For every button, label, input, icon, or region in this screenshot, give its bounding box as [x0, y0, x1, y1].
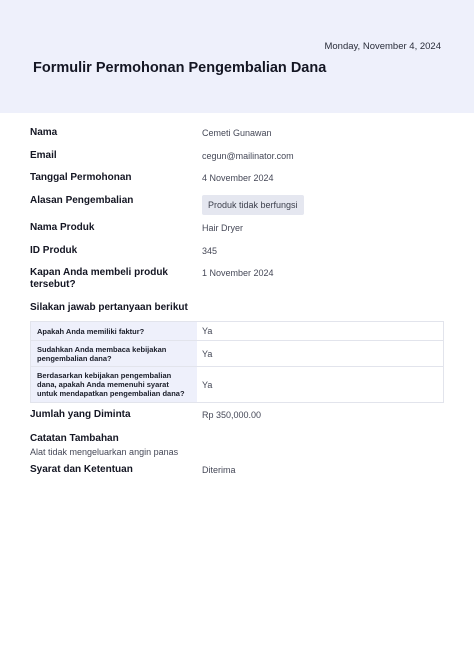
field-value: Rp 350,000.00	[202, 410, 262, 420]
field-value: Cemeti Gunawan	[202, 128, 272, 138]
answer-cell: Ya	[202, 326, 213, 336]
field-value: cegun@mailinator.com	[202, 151, 294, 161]
answer-cell: Ya	[202, 379, 213, 390]
notes-value: Alat tidak mengeluarkan angin panas	[30, 447, 179, 457]
field-label: Tanggal Permohonan	[30, 172, 132, 183]
field-value: 345	[202, 246, 218, 256]
notes-label: Catatan Tambahan	[30, 433, 119, 444]
field-label: ID Produk	[30, 245, 78, 256]
reason-chip: Produk tidak berfungsi	[202, 195, 304, 215]
field-label: Jumlah yang Diminta	[30, 409, 131, 420]
table-row	[31, 341, 443, 367]
header-banner	[0, 0, 474, 113]
table-row	[31, 367, 443, 402]
field-value: 4 November 2024	[202, 173, 274, 183]
field-label: Email	[30, 150, 57, 161]
field-label: Kapan Anda membeli produk tersebut?	[30, 267, 168, 290]
field-label: Nama Produk	[30, 222, 95, 233]
document-date: Monday, November 4, 2024	[324, 41, 441, 52]
answer-cell: Ya	[202, 348, 213, 359]
questions-title: Silakan jawab pertanyaan berikut	[30, 302, 188, 313]
field-value: 1 November 2024	[202, 268, 274, 278]
page-title: Formulir Permohonan Pengembalian Dana	[33, 60, 327, 76]
table-row	[31, 322, 443, 341]
question-cell: Apakah Anda memiliki faktur?	[31, 322, 197, 340]
field-label: Alasan Pengembalian	[30, 195, 134, 206]
question-cell: Sudahkan Anda membaca kebijakan pengembalian dana?	[31, 341, 197, 366]
field-value: Diterima	[202, 465, 236, 475]
field-value: Hair Dryer	[202, 223, 244, 233]
questions-table	[30, 321, 444, 403]
question-cell: Berdasarkan kebijakan pengembalian dana, apakah Anda memenuhi syarat untuk mendapatkan pengembalian dana?	[31, 367, 197, 402]
field-label: Nama	[30, 127, 58, 138]
field-label: Syarat dan Ketentuan	[30, 464, 133, 475]
